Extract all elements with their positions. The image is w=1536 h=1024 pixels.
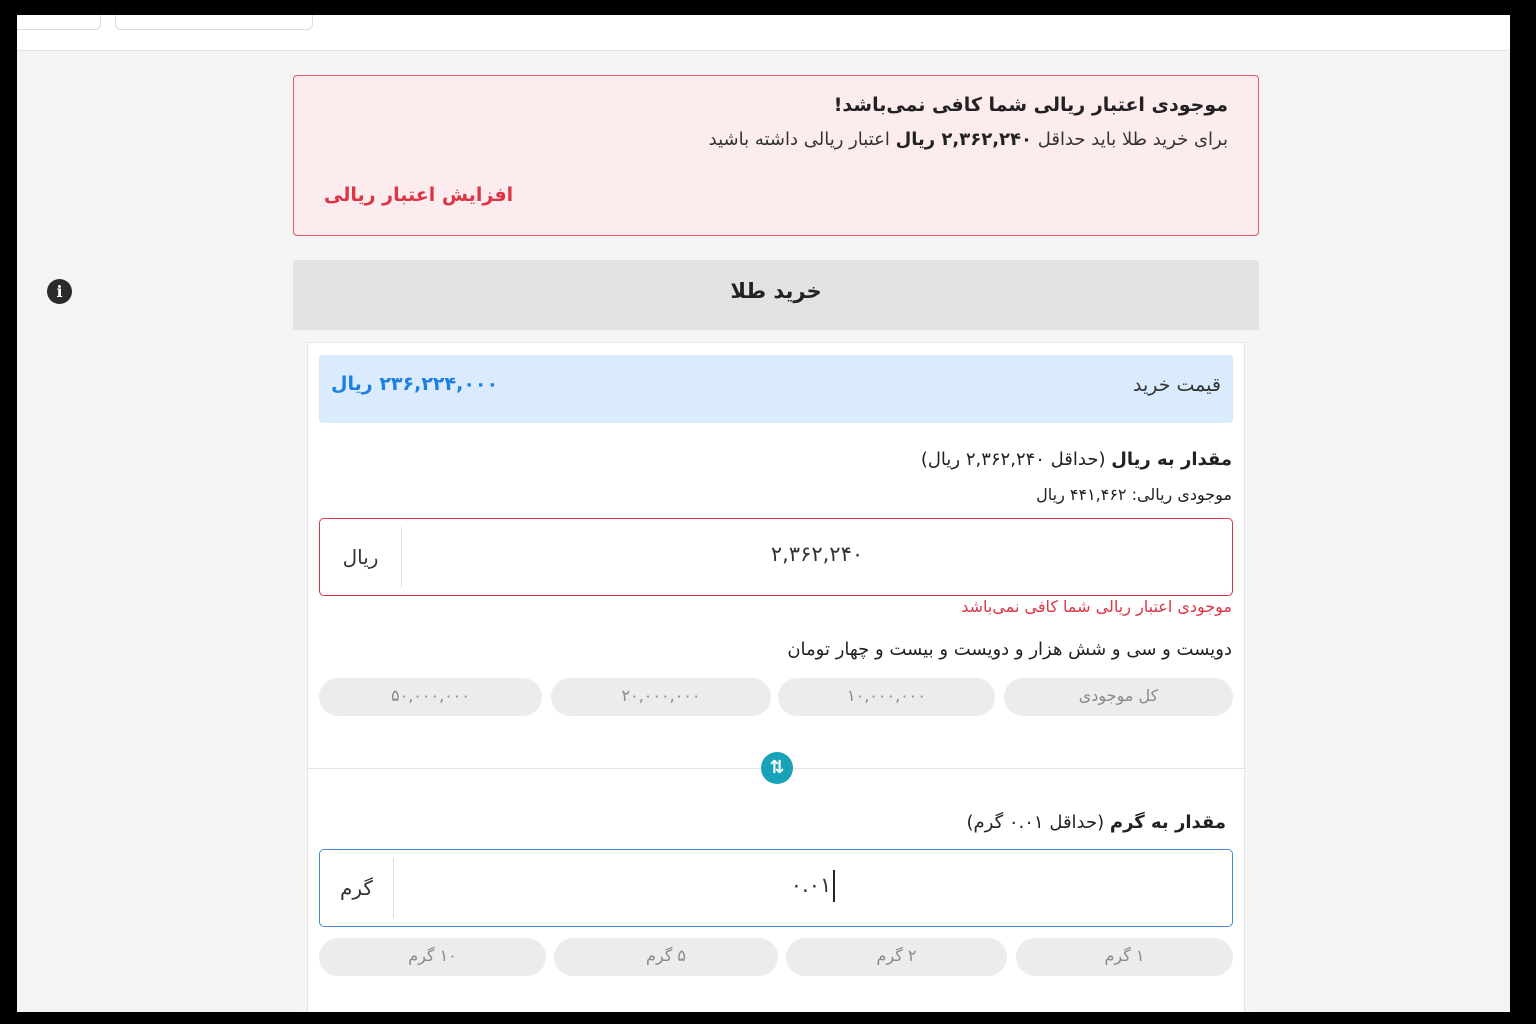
rial-error-message: موجودی اعتبار ریالی شما کافی نمی‌باشد <box>961 597 1232 616</box>
alert-title: موجودی اعتبار ریالی شما کافی نمی‌باشد! <box>833 94 1228 116</box>
buy-form <box>307 342 1245 1012</box>
rial-amount-hint: (حداقل ۲,۳۶۲,۲۴۰ ریال) <box>920 449 1106 470</box>
rial-amount-value[interactable]: ۲,۳۶۲,۲۴۰ <box>770 542 864 566</box>
text-caret <box>833 870 835 902</box>
increase-credit-link[interactable]: افزایش اعتبار ریالی <box>324 184 514 206</box>
chip-2-gram[interactable]: ۲ گرم <box>786 938 1007 976</box>
top-bar-control[interactable] <box>115 15 313 30</box>
gram-amount-value: ۰.۰۱ <box>790 873 832 897</box>
top-bar-control[interactable] <box>17 15 101 30</box>
rial-amount-input[interactable] <box>319 518 1233 596</box>
alert-text-after: اعتبار ریالی داشته باشید <box>708 129 890 150</box>
rial-amount-label-bold: مقدار به ریال <box>1111 449 1232 470</box>
gram-amount-label <box>966 812 1226 833</box>
gram-amount-label-bold: مقدار به گرم <box>1109 812 1226 833</box>
chip-5-gram[interactable]: ۵ گرم <box>554 938 778 976</box>
buy-price-value: ۲۳۶,۲۲۴,۰۰۰ ریال <box>331 373 499 395</box>
buy-price-label: قیمت خرید <box>1133 374 1221 396</box>
chip-10-gram[interactable]: ۱۰ گرم <box>319 938 546 976</box>
alert-text-before: برای خرید طلا باید حداقل <box>1037 129 1228 150</box>
alert-min-amount: ۲,۳۶۲,۲۴۰ ریال <box>895 129 1032 150</box>
chip-10m[interactable]: ۱۰,۰۰۰,۰۰۰ <box>778 678 995 716</box>
rial-balance: موجودی ریالی: ۴۴۱,۴۶۲ ریال <box>1036 485 1232 504</box>
gram-unit-label: گرم <box>320 858 394 918</box>
gram-amount-hint: (حداقل ۰.۰۱ گرم) <box>966 812 1105 833</box>
info-icon[interactable]: i <box>47 279 72 304</box>
alert-message <box>709 129 1228 150</box>
card-body <box>293 330 1259 1012</box>
chip-20m[interactable]: ۲۰,۰۰۰,۰۰۰ <box>551 678 771 716</box>
rial-amount-label <box>921 449 1232 470</box>
page-title: خرید طلا <box>730 279 822 303</box>
chip-all-balance[interactable]: کل موجودی <box>1004 678 1233 716</box>
gram-amount-input[interactable] <box>319 849 1233 927</box>
top-bar <box>17 15 1510 51</box>
insufficient-balance-alert <box>293 75 1259 236</box>
buy-price-box <box>319 355 1233 423</box>
card-header <box>293 260 1259 330</box>
rial-unit-label: ریال <box>320 527 402 587</box>
swap-vertical-icon[interactable]: ⇅ <box>761 752 793 784</box>
app-window <box>17 15 1510 1012</box>
amount-in-words: دویست و سی و شش هزار و دویست و بیست و چهار تومان <box>787 639 1232 660</box>
gram-amount-field[interactable] <box>394 850 1232 926</box>
chip-50m[interactable]: ۵۰,۰۰۰,۰۰۰ <box>319 678 542 716</box>
chip-1-gram[interactable]: ۱ گرم <box>1016 938 1233 976</box>
